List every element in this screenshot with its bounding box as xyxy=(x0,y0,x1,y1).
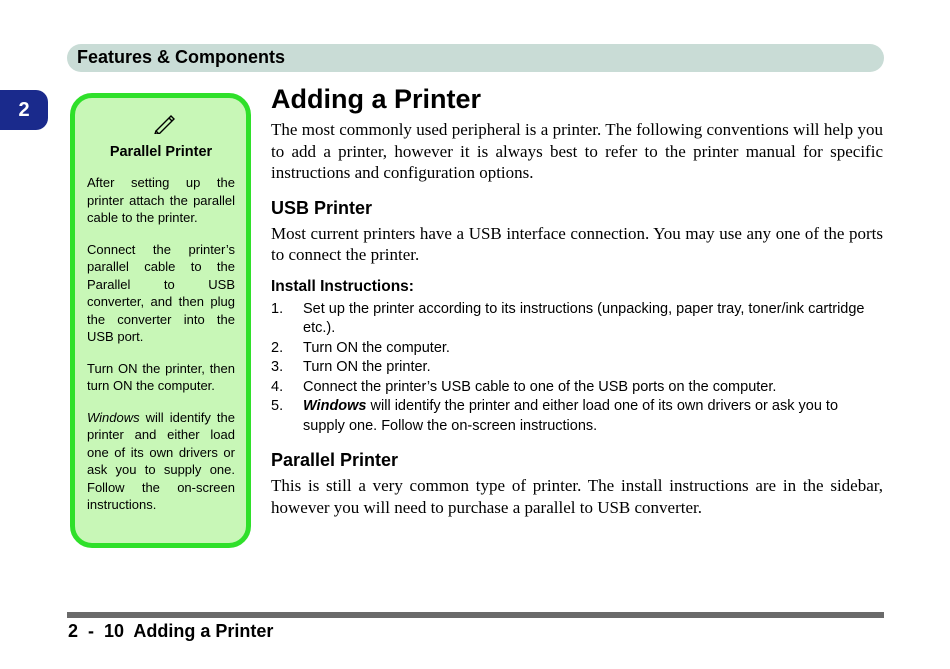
sidebar-paragraph xyxy=(87,409,235,514)
intro-paragraph: The most commonly used peripheral is a printer. The following conventions will help you to add a printer, however it is always best to refer to the printer manual for specific instructions and configuration options. xyxy=(271,120,883,182)
step-text: Set up the printer according to its instructions (unpacking, paper tray, toner/ink cartridge etc.). xyxy=(303,300,865,336)
page-footer: 2 - 10 Adding a Printer xyxy=(68,621,274,641)
sidebar-text: will identify the printer and either load one of its own drivers or ask you to supply one. Follow the on-screen instructions. xyxy=(87,409,235,512)
step-number: 4. xyxy=(271,378,284,395)
step-text: Connect the printer’s USB cable to one of the USB ports on the computer. xyxy=(303,378,777,395)
footer-divider xyxy=(67,612,884,618)
step-text: Turn ON the printer. xyxy=(303,359,431,375)
list-item xyxy=(271,339,883,359)
sidebar-note xyxy=(70,93,251,548)
list-item xyxy=(271,300,883,339)
section-header-bar xyxy=(67,44,884,72)
main-content xyxy=(271,78,883,518)
parallel-paragraph: This is still a very common type of printer. The install instructions are in the sidebar, however you will need to purchase a parallel to USB converter. xyxy=(271,476,883,517)
sidebar-paragraph: After setting up the printer attach the parallel cable to the printer. xyxy=(87,175,235,225)
page-title: Adding a Printer xyxy=(271,84,482,114)
step-number: 1. xyxy=(271,300,284,317)
chapter-tab: 2 xyxy=(0,90,48,130)
step-number: 3. xyxy=(271,359,284,375)
step-text: Turn ON the computer. xyxy=(303,339,450,356)
sidebar-title: Parallel Printer xyxy=(109,144,213,160)
step-number: 2. xyxy=(271,339,284,356)
windows-emphasis: Windows xyxy=(87,409,140,425)
step-number: 5. xyxy=(271,398,284,414)
list-item xyxy=(271,397,883,436)
usb-paragraph: Most current printers have a USB interface connection. You may use any one of the ports to connect the printer. xyxy=(271,223,883,264)
install-steps xyxy=(271,300,883,437)
parallel-heading: Parallel Printer xyxy=(271,450,399,470)
sidebar-paragraph: Turn ON the printer, then turn ON the computer. xyxy=(87,360,235,393)
sidebar-paragraph: Connect the printer’s parallel cable to the Parallel to USB converter, and then plug the converter into the USB port. xyxy=(87,241,235,344)
list-item xyxy=(271,378,883,398)
pencil-icon xyxy=(151,112,177,134)
usb-heading: USB Printer xyxy=(271,197,373,218)
windows-emphasis: Windows xyxy=(303,398,367,414)
install-heading: Install Instructions: xyxy=(271,277,414,295)
section-title: Features & Components xyxy=(77,47,286,67)
list-item xyxy=(271,358,883,378)
step-text: will identify the printer and either load one of its own drivers or ask you to supply one. Follow the on-screen instructions. xyxy=(303,398,839,434)
